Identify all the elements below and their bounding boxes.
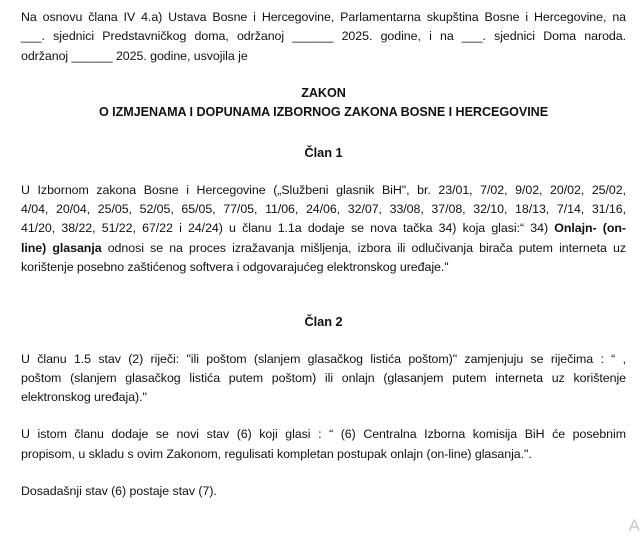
article-1-line-3 (21, 219, 626, 238)
preamble-line-1: Na osnovu člana IV 4.a) Ustava Bosne i Hercegovine, Parlamentarna skupština Bosne i Hercegovine, na (21, 10, 626, 24)
article-2-p1-line-3: elektronskog uređaja)." (21, 390, 147, 405)
law-title: ZAKON (301, 85, 346, 100)
article-1-line-1: U Izbornom zakona Bosne i Hercegovine („Službeni glasnik BiH", br. 23/01, 7/02, 9/02, 20/02, 25/02, (21, 182, 626, 197)
article-2-p1-line-2: poštom (slanjem glasačkog listića putem poštom) ili onlajn (glasanjem putem interneta uz korištenje (21, 370, 626, 385)
article-2-p2-line-1: U istom članu dodaje se novi stav (6) koji glasi : “ (6) Centralna Izborna komisija BiH će posebnim (21, 427, 626, 442)
preamble-line-3: održanoj ______ 2025. godine, usvojila je (21, 48, 248, 63)
law-subtitle: O IZMJENAMA I DOPUNAMA IZBORNOG ZAKONA BOSNE I HERCEGOVINE (98, 105, 549, 120)
article-1-line-3-text: 41/20, 38/22, 51/22, 67/22 i 24/24) u članu 1.1a dodaje se nova tačka 34) koja glasi:“ 34) (21, 221, 555, 236)
article-1-heading: Član 1 (304, 145, 343, 161)
article-1-line-4-text: odnosi se na proces izražavanja mišljenja, izbora ili odlučivanja birača putem interneta uz (101, 240, 626, 255)
article-2-p1-line-1: U članu 1.5 stav (2) riječi: "ili poštom (slanjem glasačkog listića poštom)" zamjenjuju se riječima : “ , (21, 351, 626, 366)
preamble-line-2: ___. sjednici Predstavničkog doma, održanoj ______ 2025. godine, i na ___. sjednici Doma naroda. (21, 29, 626, 44)
document-page (21, 8, 626, 501)
article-1-line-4 (21, 239, 626, 258)
article-1-line-5: korištenje posebno zaštićenog softvera i odgovarajućeg elektronskog uređaje." (21, 259, 449, 274)
article-1-term-onlajn: Onlajn- (on- (554, 221, 626, 236)
article-2-p2-line-2: propisom, u skladu s ovim Zakonom, regulisati kompletan postupak onlajn (on-line) glasanja.". (21, 446, 532, 461)
article-2-p3-line-1: Dosadašnji stav (6) postaje stav (7). (21, 484, 217, 499)
article-1-line-2: 4/04, 20/04, 25/05, 52/05, 65/05, 77/05, 11/06, 24/06, 32/07, 33/08, 37/08, 32/10, 18/13, 7/14, 31/16, (21, 202, 626, 217)
article-2-heading: Član 2 (304, 314, 343, 330)
article-1-term-glasanja: line) glasanja (21, 240, 102, 255)
corner-watermark: A (628, 516, 640, 535)
